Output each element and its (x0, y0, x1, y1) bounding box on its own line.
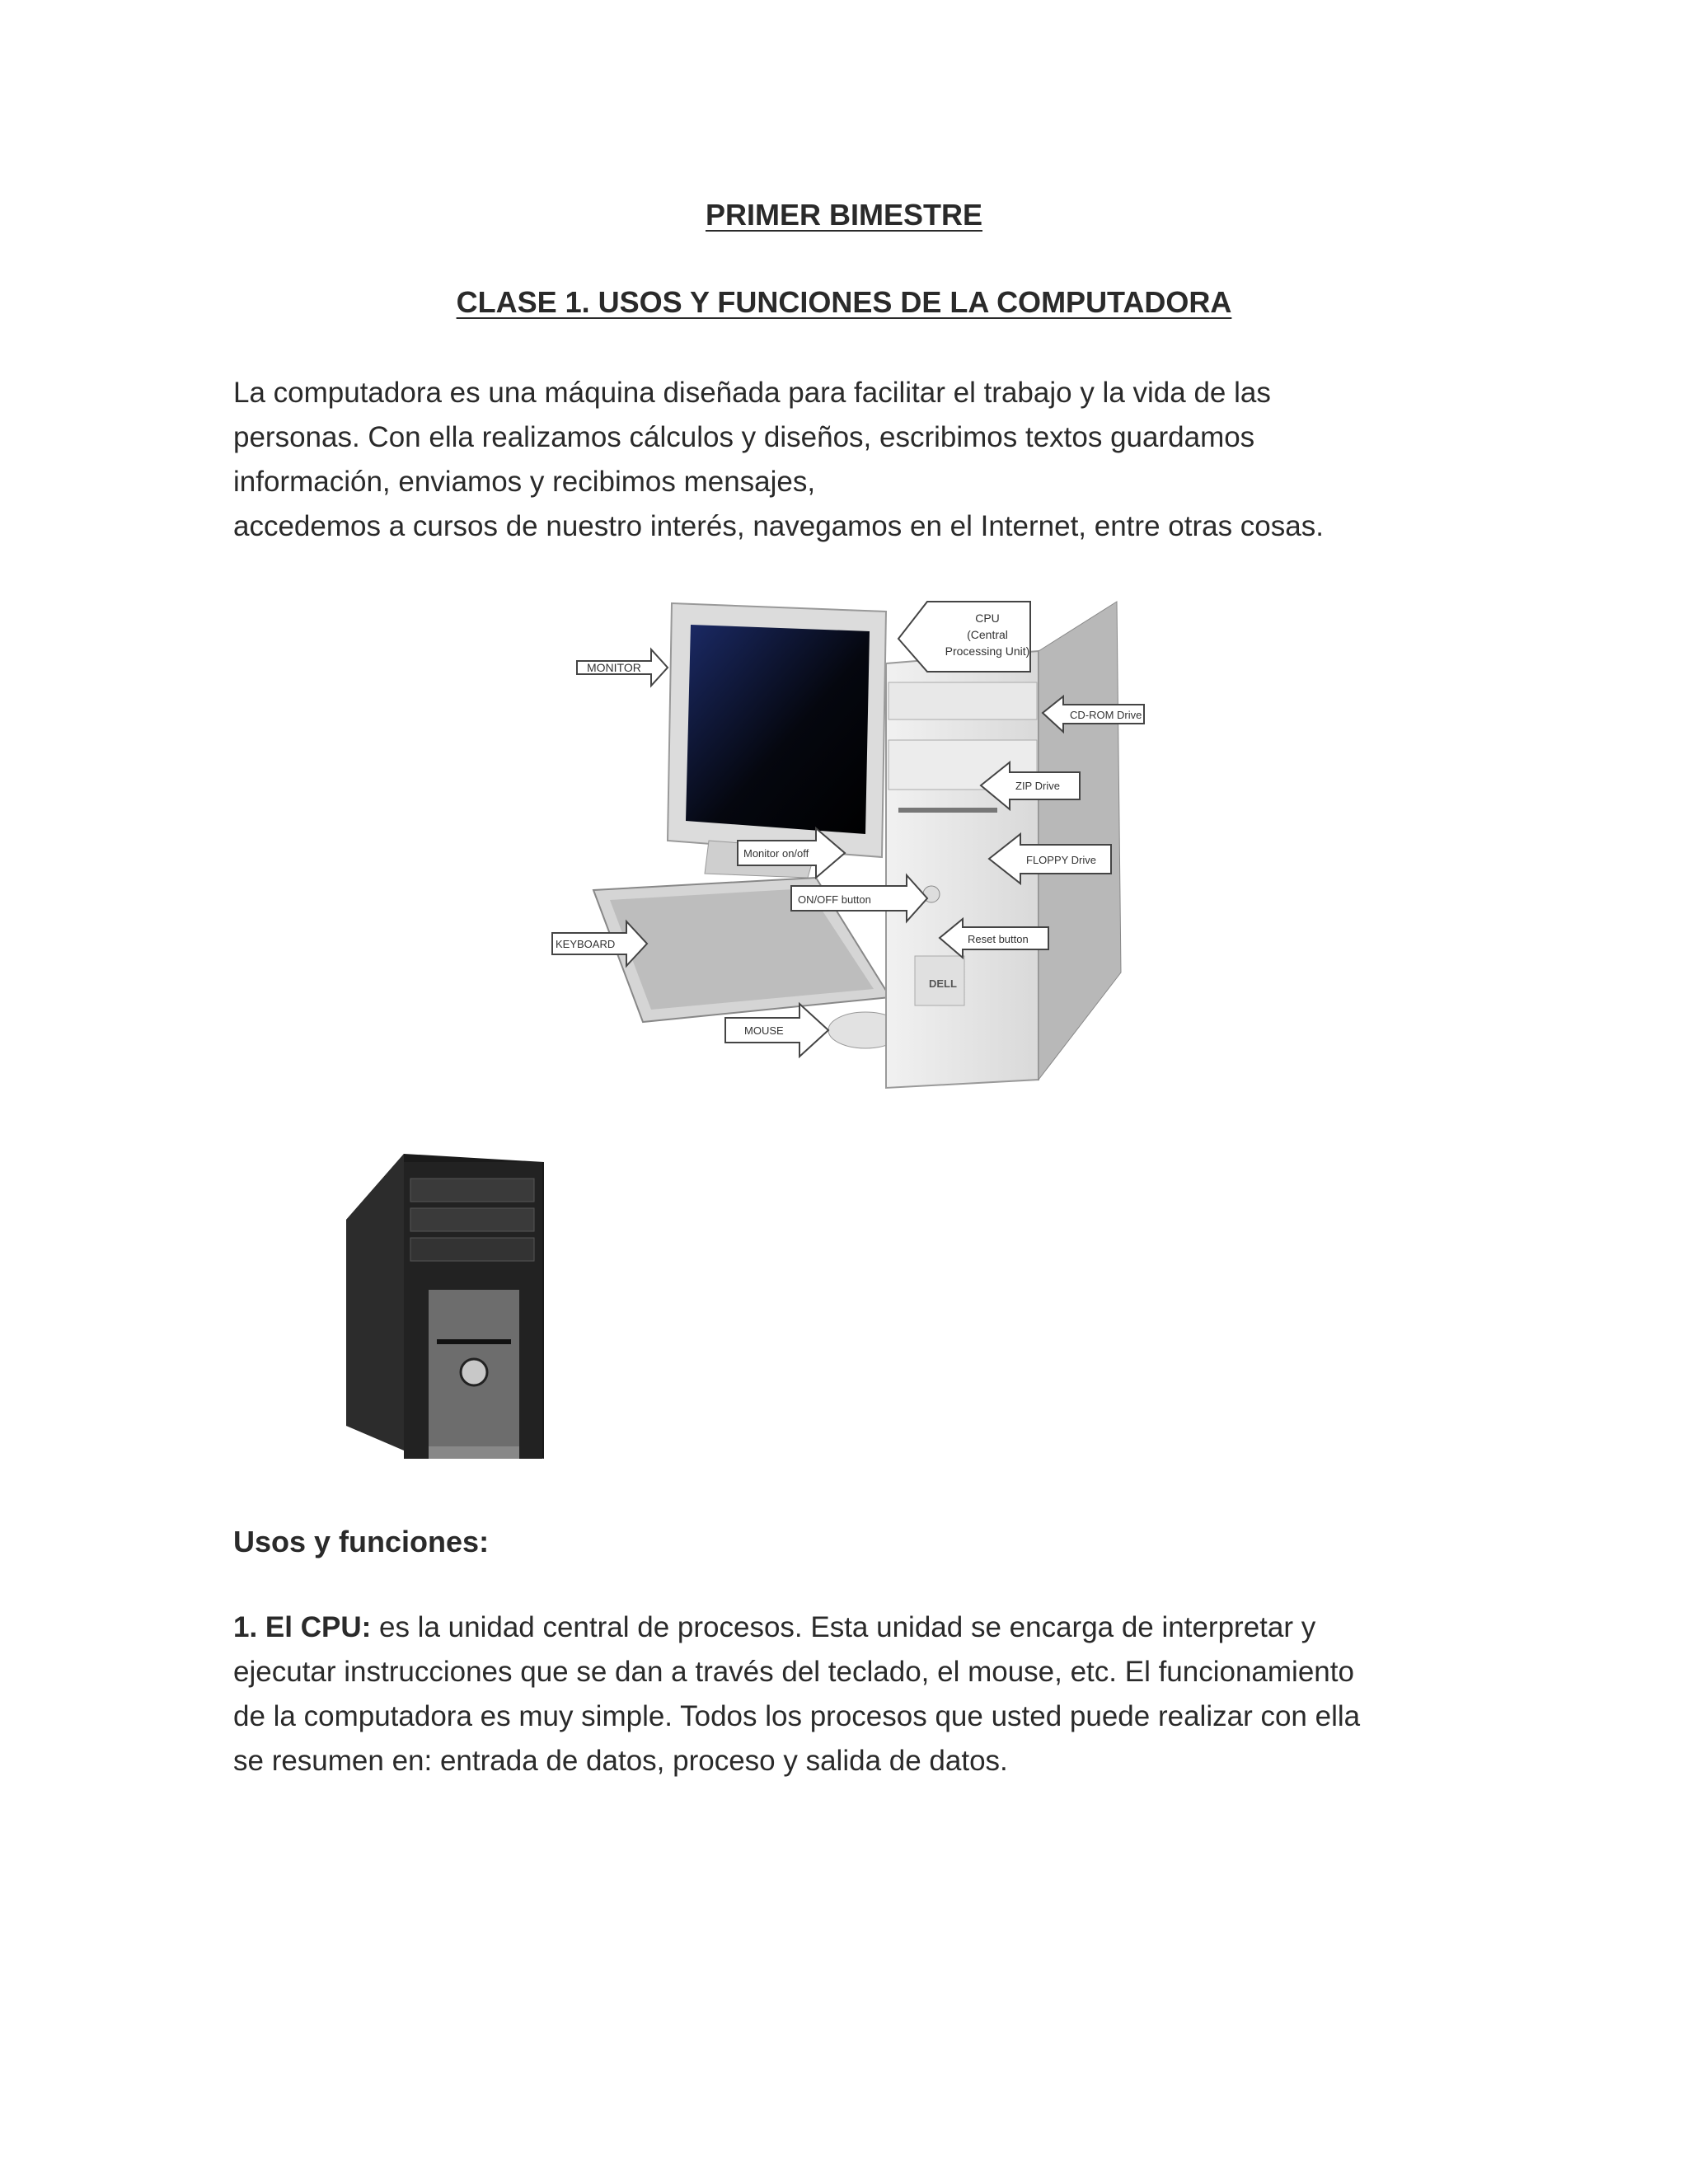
callout-monitor (577, 649, 668, 686)
label-cdrom: CD-ROM Drive (1070, 709, 1142, 721)
label-keyboard: KEYBOARD (556, 938, 616, 950)
label-reset: Reset button (968, 933, 1029, 945)
section-title: Usos y funciones: (233, 1525, 490, 1558)
cpu-line: de la computadora es muy simple. Todos los procesos que usted puede realizar con ella (233, 1700, 1361, 1732)
page-title: PRIMER BIMESTRE (705, 198, 983, 232)
callout-cpu (898, 602, 1030, 672)
label-monitor-onoff: Monitor on/off (743, 847, 809, 860)
cpu-label: 1. El CPU: (233, 1611, 372, 1643)
cpu-line: se resumen en: entrada de datos, proceso y salida de datos. (233, 1745, 1008, 1777)
label-zip: ZIP Drive (1015, 780, 1060, 792)
callout-keyboard (552, 921, 647, 966)
computer-parts-diagram (544, 593, 1170, 1104)
intro-line: información, enviamos y recibimos mensajes, (233, 466, 816, 498)
label-cpu-central: (Central (967, 628, 1008, 641)
intro-line: accedemos a cursos de nuestro interés, navegamos en el Internet, entre otras cosas. (233, 510, 1324, 542)
cpu-line-text: es la unidad central de procesos. Esta unidad se encarga de interpretar y (371, 1611, 1316, 1643)
label-mouse: MOUSE (744, 1024, 784, 1037)
intro-line: La computadora es una máquina diseñada para facilitar el trabajo y la vida de las (233, 377, 1271, 409)
label-floppy: FLOPPY Drive (1026, 854, 1097, 866)
label-cpu: CPU (975, 612, 1000, 625)
brand-logo: DELL (929, 977, 957, 990)
cpu-line (233, 1605, 1453, 1650)
black-tower-image (338, 1154, 560, 1471)
label-cpu-processing: Processing Unit) (945, 644, 1030, 658)
intro-line: personas. Con ella realizamos cálculos y diseños, escribimos textos guardamos (233, 421, 1255, 453)
cpu-paragraph (233, 1605, 1453, 1783)
lesson-title: CLASE 1. USOS Y FUNCIONES DE LA COMPUTADORA (456, 285, 1232, 319)
intro-paragraph (233, 371, 1453, 549)
monitor-illustration (668, 603, 886, 878)
label-monitor: MONITOR (587, 661, 641, 674)
label-onoff: ON/OFF button (798, 893, 871, 906)
cpu-line: ejecutar instrucciones que se dan a través del teclado, el mouse, etc. El funcionamiento (233, 1656, 1354, 1688)
